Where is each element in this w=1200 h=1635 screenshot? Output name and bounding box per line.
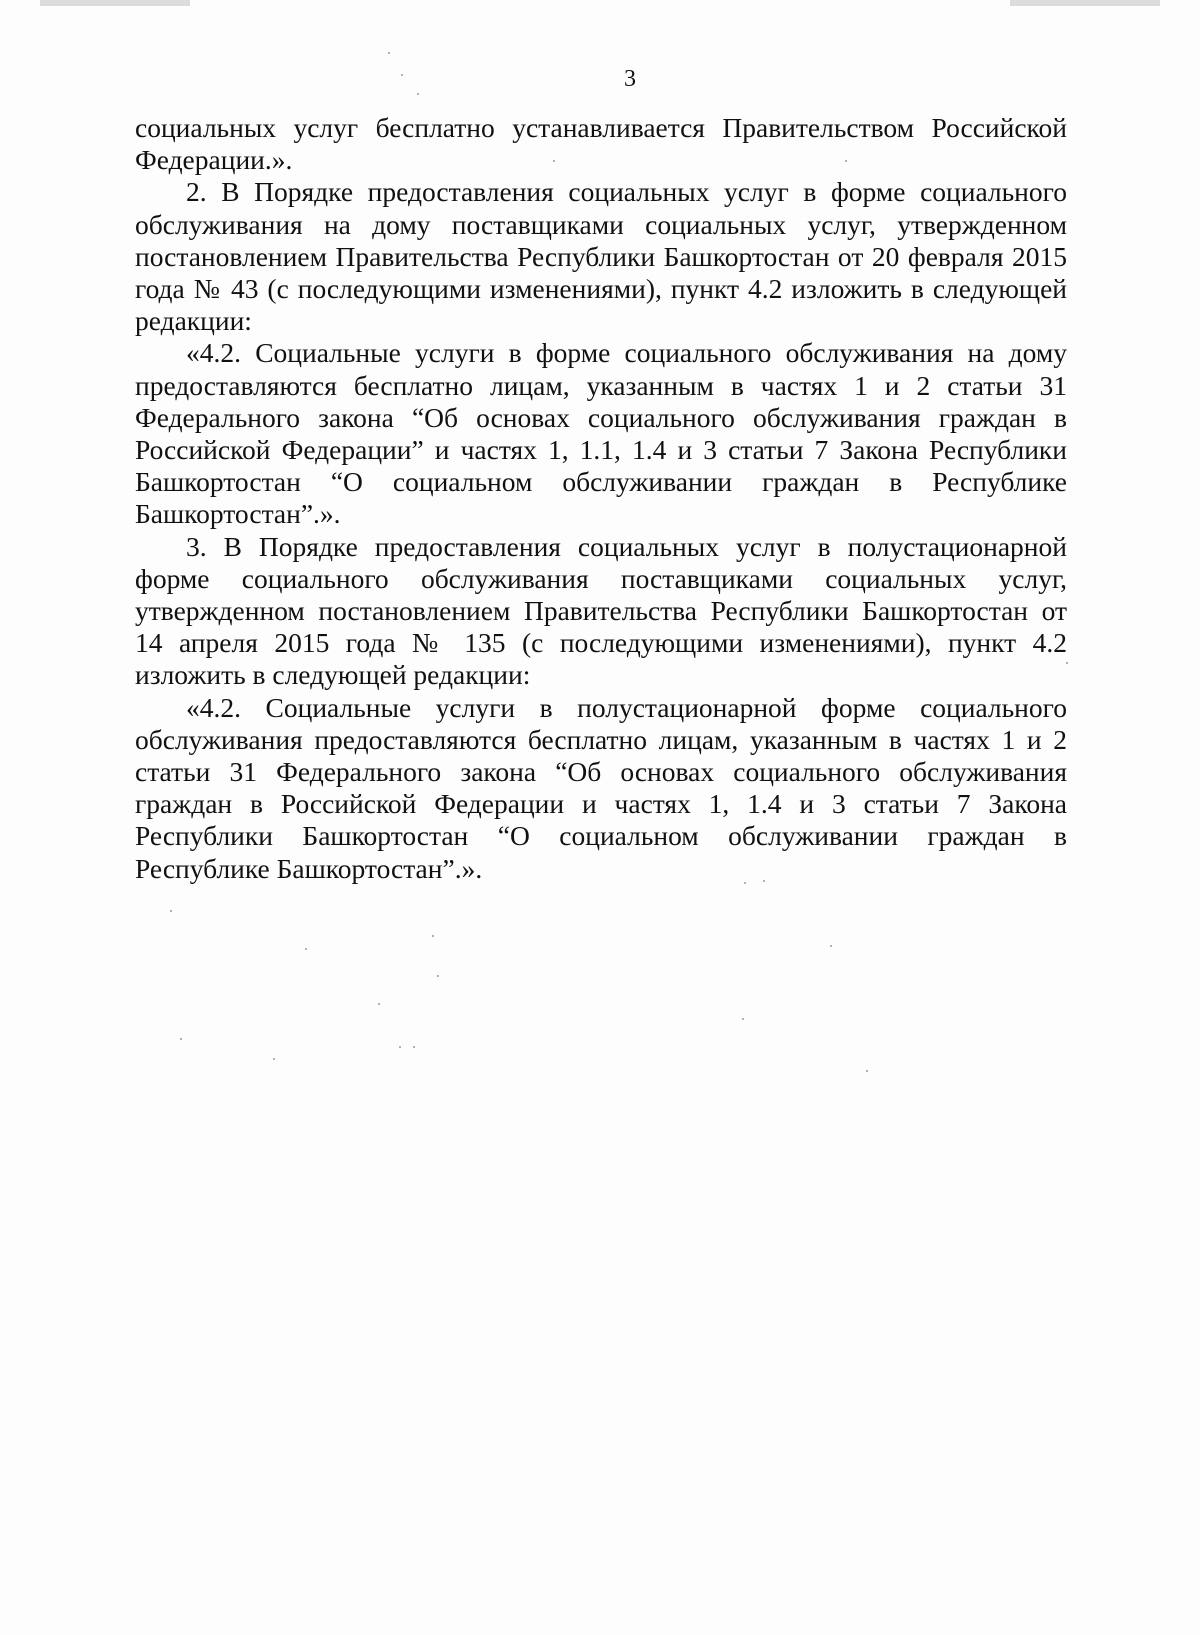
speck xyxy=(273,1058,275,1060)
speck xyxy=(432,935,434,937)
speck xyxy=(845,160,847,162)
speck xyxy=(399,1046,401,1048)
speck xyxy=(413,1046,415,1048)
speck xyxy=(553,160,555,162)
speck xyxy=(378,1003,380,1005)
speck xyxy=(437,975,439,977)
scan-edge-right xyxy=(1010,0,1160,6)
speck xyxy=(417,93,419,95)
speck xyxy=(401,74,403,76)
speck xyxy=(180,1038,182,1040)
speck xyxy=(742,1018,744,1020)
document-body xyxy=(135,112,1067,885)
speck xyxy=(830,945,832,947)
paragraph-item-3: 3. В Порядке предоставления социальных услуг в полустационарной форме социального обслуживания поставщиками социальных услуг, утвержденном постановлением Правительства Республики Башкортостан от 14 апреля 2015 года № 135 (с последующими изменениями), пункт 4.2 изложить в следующей редакции: xyxy=(135,530,1067,691)
speck xyxy=(744,882,746,884)
paragraph-continuation: социальных услуг бесплатно устанавливается Правительством Российской Федерации.». xyxy=(135,112,1067,176)
speck xyxy=(388,52,390,54)
paragraph-quote-home-care: «4.2. Социальные услуги в форме социального обслуживания на дому предоставляются бесплатно лицам, указанным в частях 1 и 2 статьи 31 Федерального закона “Об основах социального обслуживания граждан в Российской Федерации” и частях 1, 1.1, 1.4 и 3 статьи 7 Закона Республики Башкортостан “О социальном обслуживании граждан в Республике Башкортостан”.». xyxy=(135,337,1067,530)
scan-edge-left xyxy=(40,0,190,6)
speck xyxy=(170,910,172,912)
speck xyxy=(305,948,307,950)
paragraph-quote-semi-stationary: «4.2. Социальные услуги в полустационарной форме социального обслуживания предоставляются бесплатно лицам, указанным в частях 1 и 2 статьи 31 Федерального закона “Об основах социального обслуживания граждан в Российской Федерации и частях 1, 1.4 и 3 статьи 7 Закона Республики Башкортостан “О социальном обслуживании граждан в Республике Башкортостан”.». xyxy=(135,691,1067,884)
paragraph-item-2: 2. В Порядке предоставления социальных услуг в форме социального обслуживания на дому поставщиками социальных услуг, утвержденном постановлением Правительства Республики Башкортостан от 20 февраля 2015 года № 43 (с последующими изменениями), пункт 4.2 изложить в следующей редакции: xyxy=(135,176,1067,337)
speck xyxy=(1066,662,1068,664)
speck xyxy=(763,880,765,882)
speck xyxy=(866,1070,868,1072)
page-number: 3 xyxy=(624,66,636,92)
